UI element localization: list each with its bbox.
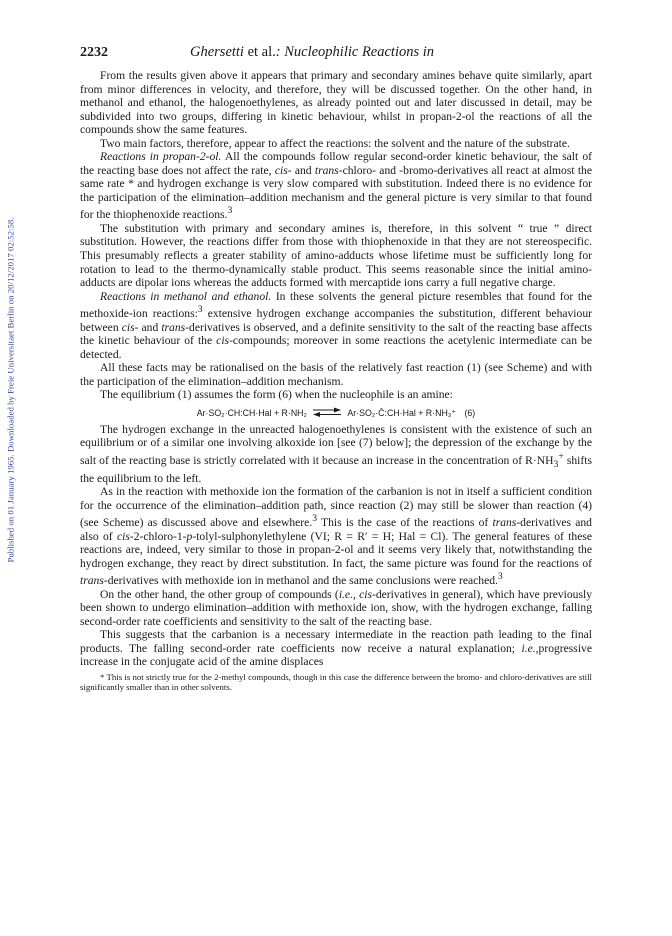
paragraph-5: Reactions in methanol and ethanol. In these solvents the general picture resembles that found for the methoxide-ion reactions:$^3$ extensive hydrogen exchange accompanies the substitution, different behaviour between cis- and trans-derivatives is observed, and a definite sensitivity to the salt of the reacting base affects the kinetic behaviour of the cis-compounds; moreover in some reactions the acetylenic intermediate can be detected. (80, 289, 592, 361)
paragraph-9: As in the reaction with methoxide ion the formation of the carbanion is not in itself a sufficient condition for the occurrence of the elimination–addition path, since reaction (2) may still be slower than reaction (4) (see Scheme) as discussed above and elsewhere.$^3$ This is the case of the reactions of trans-derivatives and also of cis-2-chloro-1-p-tolyl-sulphonylethylene (VI; R = R′ = H; Hal = Cl). The general features of these reactions are, indeed, very similar to those in propan-2-ol and it seems very likely that, notwithstanding the hydrogen exchange, they react by direct substitution. In fact, the same picture was found for the reactions of trans-derivatives with methoxide ion in methanol and the same conclusions were reached.$^3$ (80, 485, 592, 588)
equation-left: Ar·SO₂·CH:CH·Hal + R·NH₂ (196, 407, 307, 418)
equation-right: Ar·SO₂·C̄:CH·Hal + R·NH₃⁺ (347, 407, 457, 418)
paragraph-10: On the other hand, the other group of compounds (i.e., cis-derivatives in general), which have previously been shown to undergo elimination–addition with methoxide ion, show, with the hydrogen exchange, falling second-order rate coefficients and sensitivity to the salt of the reacting base. (80, 587, 593, 628)
running-title (190, 44, 434, 61)
paragraph-6: All these facts may be rationalised on the basis of the relatively fast reaction (1) (see Scheme) and with the participation of the elimination–addition mechanism. (80, 361, 592, 388)
sidebar-text: Published on 01 January 1965. Downloaded by Freie Universitaet Berlin on 20/12/2017 02:52:58. (5, 217, 15, 563)
page-content (80, 44, 592, 693)
running-title-etal: et al. (247, 44, 276, 60)
paragraph-4: The substitution with primary and secondary amines is, therefore, in this solvent “ true ” direct substitution. However, the reactions differ from those with thiophenoxide in that they are not stereospecific. This presumably reflects a greater stability of amino-adducts whose lifetime must be sufficiently long for rotation to lead to the thermo-dynamically stable product. This seems reasonable since the initial amino-adducts are dipolar ions whereas the adducts formed with mercaptide ions carry a full negative charge. (80, 221, 592, 290)
running-title-rest: : Nucleophilic Reactions in (275, 44, 435, 60)
equilibrium-arrows-icon (312, 407, 342, 421)
page-number: 2232 (80, 45, 108, 60)
reference-mark: 3 (227, 205, 233, 217)
equation-number: (6) (464, 407, 476, 418)
running-title-author: Ghersetti (190, 44, 244, 60)
paragraph-7: The equilibrium (1) assumes the form (6) when the nucleophile is an amine: (100, 388, 453, 402)
subheading-propan: Reactions in propan-2-ol. (100, 150, 222, 164)
reference-mark: 3 (312, 513, 318, 525)
page-header (80, 44, 592, 61)
equation-6 (80, 406, 592, 420)
paragraph-2: Two main factors, therefore, appear to affect the reactions: the solvent and the nature of the substrate. (100, 136, 570, 150)
reference-mark: 3 (497, 571, 503, 583)
paragraph-8: The hydrogen exchange in the unreacted halogenoethylenes is consistent with the existence of such an equilibrium or of a similar one involving alkoxide ion [see (7) below]; the depression of the exchange by the salt of the reacting base is strictly correlated with it because an increase in the concentration of $R\cdot NH_3^+$ shifts the equilibrium to the left. (80, 422, 592, 485)
reference-mark: 3 (197, 304, 203, 316)
paragraph-3: Reactions in propan-2-ol. All the compounds follow regular second-order kinetic behaviour, the salt of the reacting base does not affect the rate, cis- and trans-chloro- and -bromo-derivatives all react at almost the same rate * and hydrogen exchange is very slow compared with substitution. Indeed there is no evidence for the participation of the elimination–addition mechanism and the general picture is very similar to that found for the thiophenoxide reactions.$^3$ (80, 150, 592, 222)
paragraph-11: This suggests that the carbanion is a necessary intermediate in the reaction path leading to the final products. The falling second-order rate coefficients now receive a natural explanation; i.e.,progressive increase in the conjugate acid of the amine displaces (80, 628, 592, 669)
publication-sidebar (3, 150, 17, 630)
paragraph-1: From the results given above it appears that primary and secondary amines behave quite similarly, apart from minor differences in velocity, and therefore, they will be discussed together. On the other hand, in methanol and ethanol, the halogenoethylenes, as already pointed out and later discussed in detail, may be subdivided into two groups, differing in kinetic behaviour, whilst in propan-2-ol the reactions of all the compounds show the same features. (80, 69, 592, 137)
footnote: * This is not strictly true for the 2-methyl compounds, though in this case the difference between the bromo- and chloro-derivatives are still significantly smaller than in other solvents. (80, 672, 592, 693)
subheading-methanol: Reactions in methanol and ethanol. (100, 289, 272, 303)
